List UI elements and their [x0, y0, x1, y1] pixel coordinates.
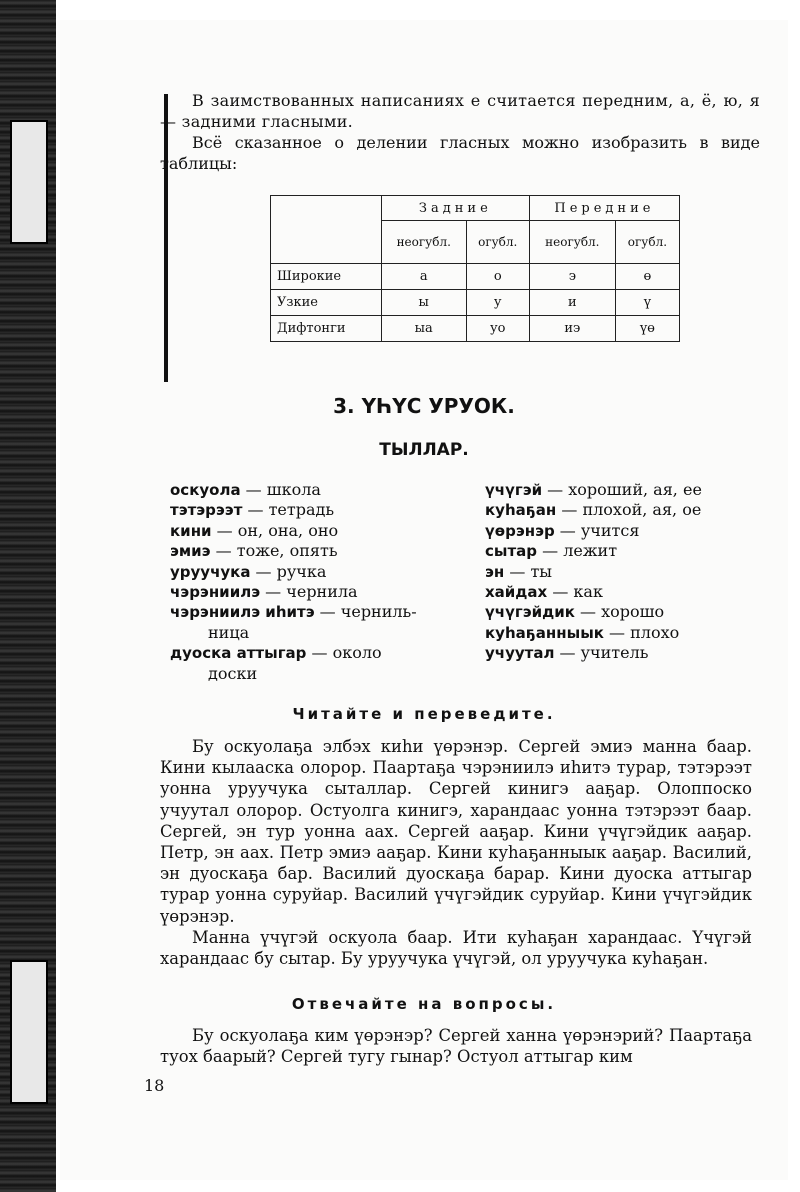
- vocab-item: [170, 521, 450, 541]
- table-row: [271, 316, 680, 342]
- table-cell: ыа: [381, 316, 466, 342]
- vocab-meaning: — лежит: [537, 541, 618, 561]
- vocab-title: ТЫЛЛАР.: [379, 440, 469, 460]
- vocab-meaning: — хорошо: [574, 602, 665, 622]
- read-paragraph-1: Бу оскуолаҕа элбэх киһи үөрэнэр. Сергей эмиэ манна баар. Кини кылааска олорор. Паартаҕа чэрэниилэ иһитэ турар, тэтэрээт уонна уруучука сыталлар. Сергей кинигэ ааҕар. Олоппоско учуутал олорор. Остуолга кинигэ, харандаас уонна тэтэрээт баар. Сергей, эн тур уонна аах. Сергей ааҕар. Кини үчүгэйдик ааҕар. Петр, эн аах. Петр эмиэ ааҕар. Кини куһаҕанныык ааҕар. Василий, эн дуоскаҕа бар. Василий дуоскаҕа барар. Кини дуоска аттыгар турар уонна суруйар. Василий үчүгэйдик суруйар. Кини үчүгэйдик үөрэнэр.: [160, 737, 752, 926]
- vocab-word: эн: [485, 562, 505, 581]
- read-section-heading: Читайте и переведите.: [292, 705, 556, 723]
- vocab-word: үчүгэй: [485, 481, 543, 499]
- table-group-back: Задние: [381, 196, 529, 221]
- vocab-item: [170, 664, 450, 684]
- vocab-item: [485, 521, 755, 541]
- table-row-label: Широкие: [271, 264, 382, 290]
- vocab-meaning: — плохо: [603, 622, 680, 642]
- vocab-word: куһаҕан: [485, 501, 557, 520]
- table-cell: ы: [381, 290, 466, 316]
- vocab-word: уруучука: [170, 562, 251, 581]
- read-paragraph-2: Манна үчүгэй оскуола баар. Ити куһаҕан харандаас. Үчүгэй харандаас бу сытар. Бу уруучука үчүгэй, ол уруучука куһаҕан.: [160, 927, 752, 969]
- vocab-meaning: — тоже, опять: [210, 541, 338, 561]
- vocab-meaning: — черниль-: [314, 602, 417, 622]
- vocab-item: [485, 602, 755, 622]
- vocab-list-left: [170, 480, 450, 684]
- vocab-word: дуоска аттыгар: [170, 644, 307, 663]
- read-section-text: [160, 736, 752, 969]
- vocab-meaning: — чернила: [260, 582, 358, 602]
- intro-text: [160, 90, 760, 174]
- vocab-word: куһаҕанныык: [485, 623, 604, 642]
- vocab-item: [170, 582, 450, 602]
- vocab-meaning: — хороший, ая, ее: [542, 480, 702, 499]
- book-page: [60, 20, 788, 1180]
- vocab-item: [170, 541, 450, 561]
- page-number: 18: [144, 1076, 165, 1095]
- lesson-title: 3. ҮҺҮС УРУОК.: [333, 394, 515, 418]
- spine-label-bottom: [10, 960, 48, 1104]
- vocab-continuation: доски: [208, 663, 258, 683]
- table-cell: у: [466, 290, 529, 316]
- vocab-item: [485, 582, 755, 602]
- vocab-meaning: — ручка: [250, 561, 327, 581]
- vocab-item: [170, 562, 450, 582]
- vocab-meaning: — учитель: [554, 643, 649, 663]
- vocab-meaning: — школа: [240, 480, 321, 499]
- table-cell: э: [529, 264, 615, 290]
- vocab-item: [170, 500, 450, 520]
- table-cell: ү: [615, 290, 679, 316]
- vowel-table: [270, 195, 680, 342]
- table-subheader: неогубл.: [529, 221, 615, 264]
- answer-section-text: [160, 1025, 752, 1067]
- vocab-word: кини: [170, 521, 212, 540]
- vocab-item: [485, 623, 755, 643]
- vocab-meaning: — он, она, оно: [211, 520, 339, 540]
- vocab-item: [485, 500, 755, 520]
- vocab-item: [170, 602, 450, 622]
- vocab-word: сытар: [485, 542, 538, 561]
- intro-paragraph-2: Всё сказанное о делении гласных можно изобразить в виде таблицы:: [160, 133, 760, 173]
- table-subheader: огубл.: [466, 221, 529, 264]
- table-row: [271, 264, 680, 290]
- vocab-word: чэрэниилэ иһитэ: [170, 603, 315, 622]
- table-subheader: неогубл.: [381, 221, 466, 264]
- vocab-word: эмиэ: [170, 542, 211, 561]
- table-row-label: Узкие: [271, 290, 382, 316]
- table-cell: ө: [615, 264, 679, 290]
- vocab-meaning: — учится: [554, 520, 640, 540]
- vocab-word: үчүгэйдик: [485, 603, 575, 622]
- vocab-item: [485, 562, 755, 582]
- vocab-list-right: [485, 480, 755, 664]
- table-corner: [271, 196, 382, 264]
- vocab-word: учуутал: [485, 644, 555, 663]
- vocab-item: [485, 643, 755, 663]
- table-cell: иэ: [529, 316, 615, 342]
- vocab-item: [170, 643, 450, 663]
- table-cell: үө: [615, 316, 679, 342]
- table-subheader: огубл.: [615, 221, 679, 264]
- answer-paragraph-1: Бу оскуолаҕа ким үөрэнэр? Сергей ханна үөрэнэрий? Паартаҕа туох баарый? Сергей тугу гынар? Остуол аттыгар ким: [160, 1026, 752, 1067]
- vocab-meaning: — плохой, ая, ое: [556, 500, 702, 520]
- vocab-item: [170, 480, 450, 500]
- vocab-word: чэрэниилэ: [170, 583, 261, 602]
- vocab-meaning: — около: [306, 643, 382, 663]
- vocab-word: үөрэнэр: [485, 521, 555, 540]
- vocab-word: оскуола: [170, 481, 241, 499]
- table-row-label: Дифтонги: [271, 316, 382, 342]
- vocab-meaning: — ты: [504, 561, 553, 581]
- vocab-item: [485, 480, 755, 500]
- vocab-item: [485, 541, 755, 561]
- table-cell: а: [381, 264, 466, 290]
- scan-edge: [0, 0, 56, 1192]
- vocab-item: [170, 623, 450, 643]
- intro-paragraph-1: В заимствованных написаниях е считается передним, а, ё, ю, я — задними гласными.: [160, 91, 760, 131]
- table-cell: и: [529, 290, 615, 316]
- table-group-front: Передние: [529, 196, 679, 221]
- answer-section-heading: Отвечайте на вопросы.: [291, 995, 557, 1013]
- table-row: [271, 290, 680, 316]
- vocab-word: тэтэрээт: [170, 501, 243, 520]
- table-cell: о: [466, 264, 529, 290]
- table-cell: уо: [466, 316, 529, 342]
- vocab-word: хайдах: [485, 583, 548, 602]
- vocab-meaning: — как: [547, 582, 603, 602]
- spine-label-top: [10, 120, 48, 244]
- vocab-meaning: — тетрадь: [242, 500, 335, 520]
- vocab-continuation: ница: [208, 622, 250, 642]
